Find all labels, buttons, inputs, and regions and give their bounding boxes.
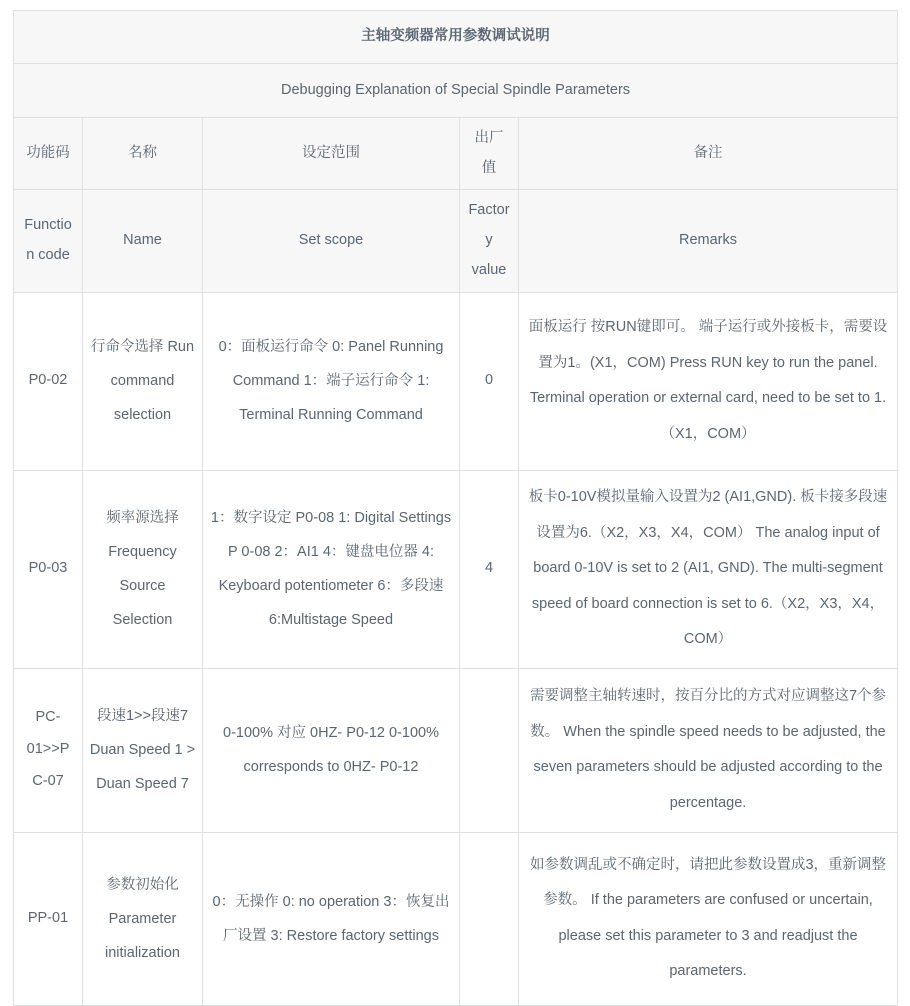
cell-name: 段速1>>段速7 Duan Speed 1 > Duan Speed 7 <box>83 668 203 832</box>
column-header-function-code-cn: 功能码 <box>14 118 83 190</box>
table-header-row-cn <box>14 118 898 190</box>
cell-function-code: PC-01>>PC-07 <box>14 668 83 832</box>
table-title-row <box>14 11 898 64</box>
cell-name: 行命令选择 Run command selection <box>83 292 203 470</box>
cell-factory-value: 4 <box>460 470 519 668</box>
table-row <box>14 668 898 832</box>
table-row <box>14 470 898 668</box>
cell-set-scope: 0：无操作 0: no operation 3：恢复出厂设置 3: Restore factory settings <box>203 832 460 1005</box>
cell-function-code: PP-01 <box>14 832 83 1005</box>
cell-set-scope: 1：数字设定 P0-08 1: Digital Settings P 0-08 2：AI1 4：键盘电位器 4: Keyboard potentiometer 6：多段速 6:Multistage Speed <box>203 470 460 668</box>
cell-remarks: 需要调整主轴转速时，按百分比的方式对应调整这7个参数。 When the spindle speed needs to be adjusted, the seven parameters should be adjusted according to the percentage. <box>519 668 898 832</box>
document-title-en: Debugging Explanation of Special Spindle Parameters <box>14 64 898 118</box>
column-header-factory-value-cn: 出厂值 <box>460 118 519 190</box>
column-header-remarks-cn: 备注 <box>519 118 898 190</box>
cell-remarks: 面板运行 按RUN键即可。 端子运行或外接板卡，需要设置为1。(X1，COM) Press RUN key to run the panel. Terminal operation or external card, need to be set to 1.（X1，COM） <box>519 292 898 470</box>
cell-function-code: P0-03 <box>14 470 83 668</box>
cell-function-code: P0-02 <box>14 292 83 470</box>
table-subtitle-row <box>14 64 898 118</box>
document-title-cn: 主轴变频器常用参数调试说明 <box>14 11 898 64</box>
cell-set-scope: 0-100% 对应 0HZ- P0-12 0-100% corresponds to 0HZ- P0-12 <box>203 668 460 832</box>
cell-factory-value <box>460 668 519 832</box>
table-row <box>14 292 898 470</box>
column-header-remarks-en: Remarks <box>519 190 898 292</box>
cell-remarks: 如参数调乱或不确定时，请把此参数设置成3，重新调整参数。 If the parameters are confused or uncertain, please set this parameter to 3 and readjust the parameters. <box>519 832 898 1005</box>
table-row <box>14 832 898 1005</box>
spindle-parameter-table <box>13 10 898 1006</box>
cell-factory-value <box>460 832 519 1005</box>
cell-name: 频率源选择 Frequency Source Selection <box>83 470 203 668</box>
column-header-name-en: Name <box>83 190 203 292</box>
column-header-name-cn: 名称 <box>83 118 203 190</box>
column-header-set-scope-cn: 设定范围 <box>203 118 460 190</box>
cell-factory-value: 0 <box>460 292 519 470</box>
column-header-function-code-en: Function code <box>14 190 83 292</box>
column-header-set-scope-en: Set scope <box>203 190 460 292</box>
cell-name: 参数初始化 Parameter initialization <box>83 832 203 1005</box>
cell-set-scope: 0：面板运行命令 0: Panel Running Command 1：端子运行命令 1: Terminal Running Command <box>203 292 460 470</box>
column-header-factory-value-en: Factory value <box>460 190 519 292</box>
table-header-row-en <box>14 190 898 292</box>
cell-remarks: 板卡0-10V模拟量输入设置为2 (AI1,GND). 板卡接多段速设置为6.（X2，X3，X4，COM） The analog input of board 0-10V is set to 2 (AI1, GND). The multi-segment speed of board connection is set to 6.（X2，X3，X4，COM） <box>519 470 898 668</box>
